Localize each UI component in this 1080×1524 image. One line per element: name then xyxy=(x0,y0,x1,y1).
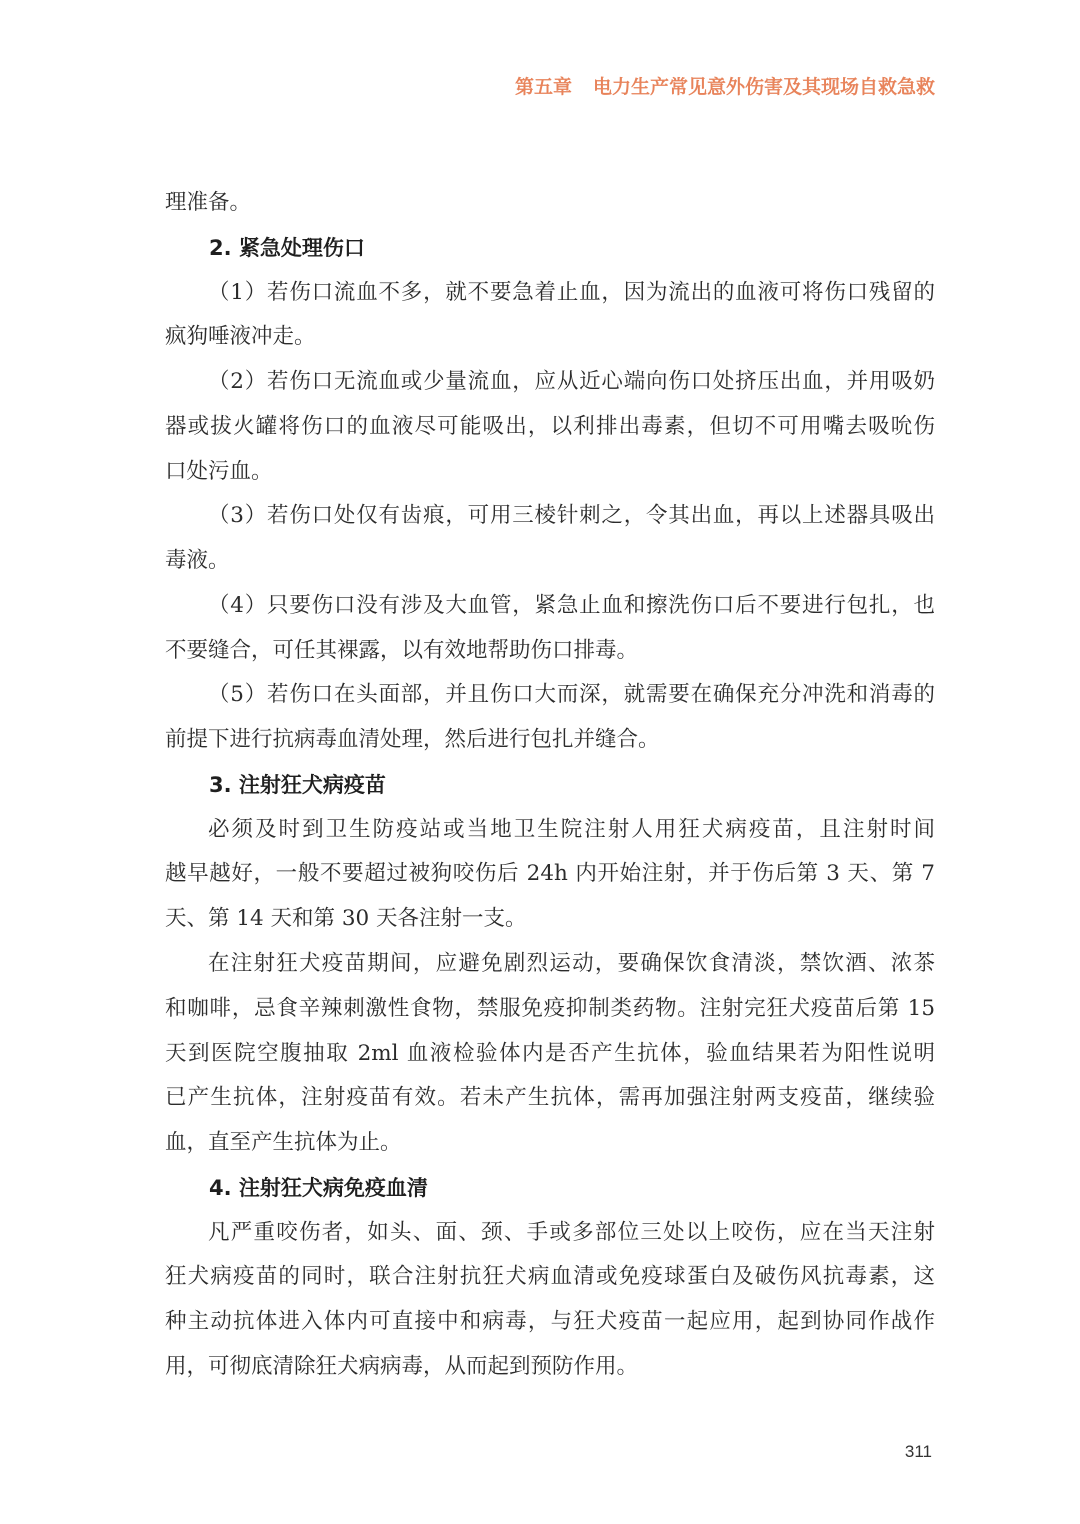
text-line: 种主动抗体进入体内可直接中和病毒，与狂犬疫苗一起应用，起到协同作战作 xyxy=(165,1309,935,1335)
section-heading: 2. 紧急处理伤口 xyxy=(209,235,365,260)
text-line: 疯狗唾液冲走。 xyxy=(165,324,316,350)
text-line: 毒液。 xyxy=(165,548,230,574)
paragraph-carryover xyxy=(165,181,935,226)
text-line: 不要缝合，可任其裸露，以有效地帮助伤口排毒。 xyxy=(165,637,639,663)
text-line: 器或拔火罐将伤口的血液尽可能吸出，以利排出毒素，但切不可用嘴去吸吮伤 xyxy=(165,413,935,439)
running-header xyxy=(515,74,935,100)
text-line: （2）若伤口无流血或少量流血，应从近心端向伤口处挤压出血，并用吸奶 xyxy=(208,369,935,395)
text-line: （5）若伤口在头面部，并且伤口大而深，就需要在确保充分冲洗和消毒的 xyxy=(208,682,935,708)
chapter-title: 电力生产常见意外伤害及其现场自救急救 xyxy=(592,76,935,98)
paragraph xyxy=(165,360,935,494)
text-line: （3）若伤口处仅有齿痕，可用三棱针刺之，令其出血，再以上述器具吸出 xyxy=(208,503,935,529)
section-heading: 4. 注射狂犬病免疫血清 xyxy=(209,1175,428,1200)
text-line: 前提下进行抗病毒血清处理，然后进行包扎并缝合。 xyxy=(165,727,660,753)
text-line: 天到医院空腹抽取 2ml 血液检验体内是否产生抗体，验血结果若为阳性说明 xyxy=(165,1040,935,1066)
paragraph xyxy=(165,271,935,361)
text-line: 和咖啡，忌食辛辣刺激性食物，禁服免疫抑制类药物。注射完狂犬疫苗后第 15 xyxy=(165,995,935,1021)
paragraph xyxy=(165,808,935,942)
paragraph xyxy=(165,673,935,763)
text-line: （4）只要伤口没有涉及大血管，紧急止血和擦洗伤口后不要进行包扎，也 xyxy=(208,592,935,618)
paragraph xyxy=(165,494,935,584)
text-line: 理准备。 xyxy=(165,190,252,215)
text-line: 血，直至产生抗体为止。 xyxy=(165,1130,402,1156)
chapter-label: 第五章 xyxy=(514,76,572,98)
text-line: 凡严重咬伤者，如头、面、颈、手或多部位三处以上咬伤，应在当天注射 xyxy=(208,1219,935,1245)
text-line: 必须及时到卫生防疫站或当地卫生院注射人用狂犬病疫苗，且注射时间 xyxy=(208,816,935,842)
paragraph xyxy=(165,942,935,1166)
text-line: 在注射狂犬疫苗期间，应避免剧烈运动，要确保饮食清淡，禁饮酒、浓茶 xyxy=(208,951,935,977)
text-line: （1）若伤口流血不多，就不要急着止血，因为流出的血液可将伤口残留的 xyxy=(208,279,935,305)
text-line: 用，可彻底清除狂犬病病毒，从而起到预防作用。 xyxy=(165,1353,639,1379)
text-line: 天、第 14 天和第 30 天各注射一支。 xyxy=(165,906,527,932)
paragraph xyxy=(165,584,935,674)
text-line: 越早越好，一般不要超过被狗咬伤后 24h 内开始注射，并于伤后第 3 天、第 7 xyxy=(165,861,935,887)
text-line: 口处污血。 xyxy=(165,458,273,484)
body-text xyxy=(165,181,935,1390)
page-number: 311 xyxy=(904,1442,932,1461)
paragraph xyxy=(165,1211,935,1390)
text-line: 狂犬病疫苗的同时，联合注射抗狂犬病血清或免疫球蛋白及破伤风抗毒素，这 xyxy=(165,1264,935,1290)
section-heading: 3. 注射狂犬病疫苗 xyxy=(209,772,386,797)
text-line: 已产生抗体，注射疫苗有效。若未产生抗体，需再加强注射两支疫苗，继续验 xyxy=(165,1085,935,1111)
